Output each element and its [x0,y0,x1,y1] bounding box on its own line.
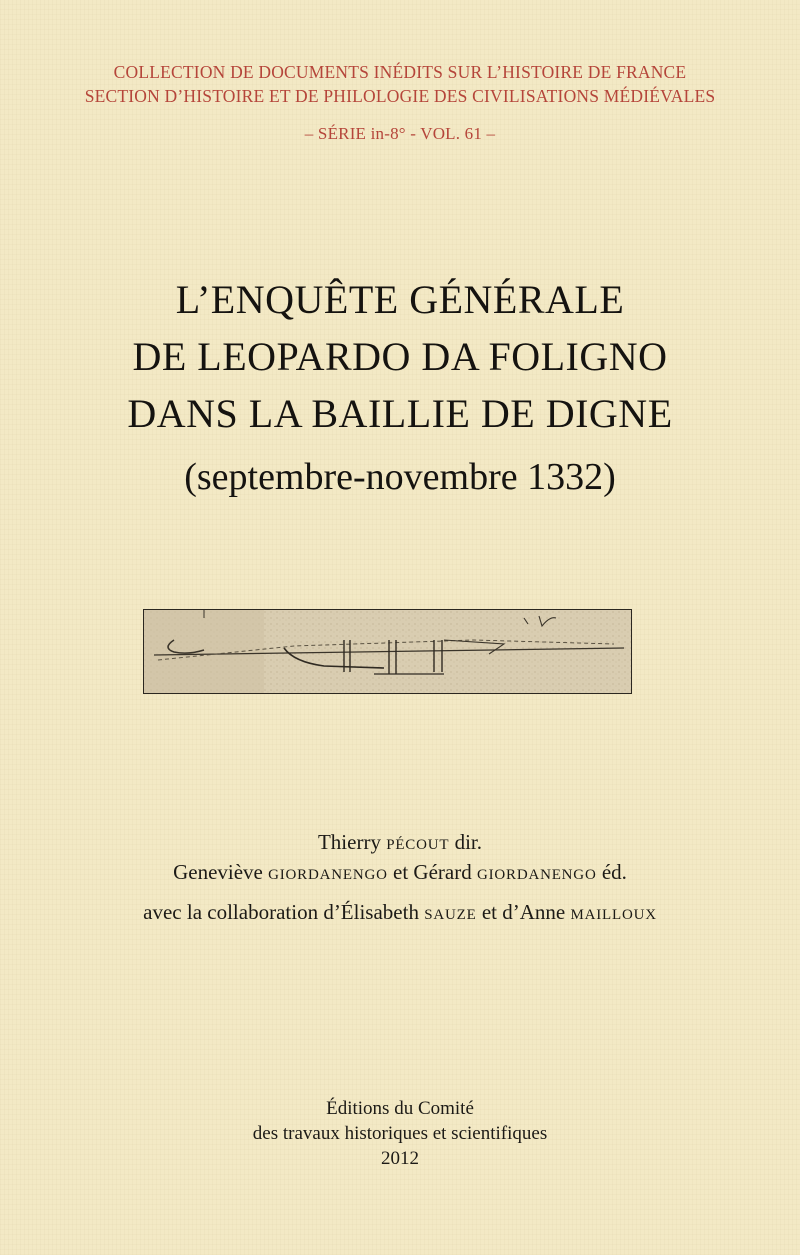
main-title-line-1: L’ENQUÊTE GÉNÉRALE [175,277,625,322]
publisher-line-1: Éditions du Comité [326,1098,474,1119]
director-role: dir. [454,830,483,854]
collaboration-credit [0,900,800,925]
manuscript-image [143,609,632,694]
editor1-last-name: GIORDANENGO [268,867,388,883]
editor2-first-name: Gérard [413,860,472,884]
main-title-line-3: DANS LA BAILLIE DE DIGNE [127,391,673,436]
editors-credit [0,860,800,885]
manuscript-sketch [144,610,632,694]
publication-year: 2012 [381,1148,419,1169]
collab2-last-name: MAILLOUX [570,907,657,923]
editor-role: éd. [601,860,627,884]
publisher-line-2: des travaux historiques et scientifiques [252,1123,548,1144]
collection-title: COLLECTION DE DOCUMENTS INÉDITS SUR L’HISTOIRE DE FRANCE [113,62,687,82]
editor2-last-name: GIORDANENGO [476,867,597,883]
director-first-name: Thierry [317,830,381,854]
series-volume: – SÉRIE in-8° - VOL. 61 – [304,124,496,143]
collab-prefix: avec la collaboration d’Élisabeth [143,900,419,924]
collab-mid: et d’Anne [481,900,566,924]
director-credit [0,830,800,855]
director-last-name: PÉCOUT [386,837,450,853]
main-title-line-2: DE LEOPARDO DA FOLIGNO [132,334,668,379]
editor-conjunction: et [393,860,409,884]
collab1-last-name: SAUZE [424,907,477,923]
main-title-dates: (septembre-novembre 1332) [184,456,616,498]
editor1-first-name: Geneviève [173,860,263,884]
section-title: SECTION D’HISTOIRE ET DE PHILOLOGIE DES CIVILISATIONS MÉDIÉVALES [84,86,716,106]
